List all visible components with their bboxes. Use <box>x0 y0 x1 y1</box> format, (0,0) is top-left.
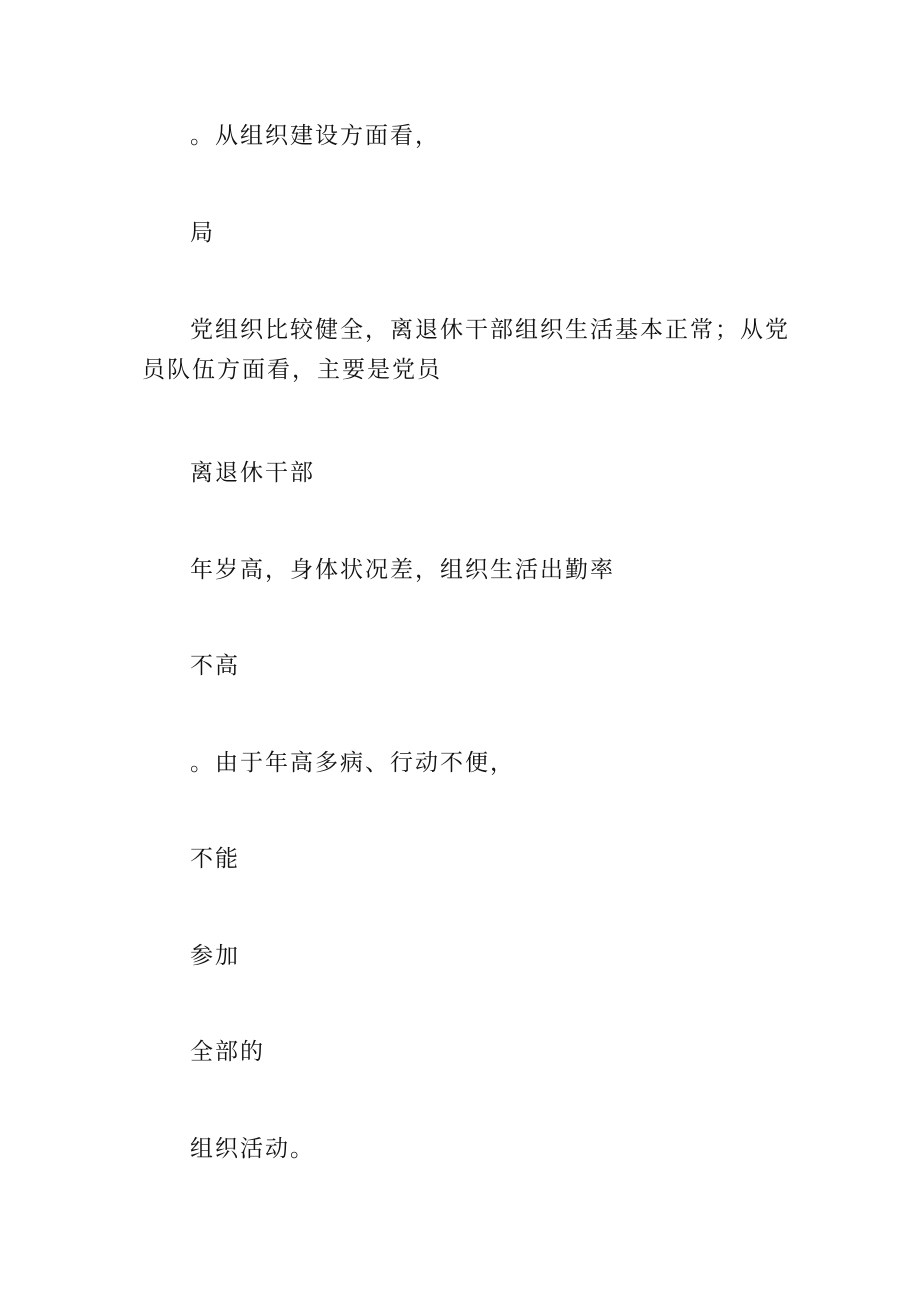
text-line-5: 年岁高，身体状况差，组织生活出勤率 <box>190 557 615 583</box>
text-line-1: 。从组织建设方面看， <box>190 123 440 149</box>
text-line-7: 。由于年高多病、行动不便， <box>190 750 515 776</box>
text-paragraph-3: 党组织比较健全，离退休干部组织生活基本正常；从党员队伍方面看，主要是党员 <box>142 317 790 383</box>
text-line-11: 组织活动。 <box>190 1136 315 1162</box>
text-line-4: 离退休干部 <box>190 460 315 486</box>
text-line-2: 局 <box>190 220 215 246</box>
text-line-6: 不高 <box>190 653 240 679</box>
text-line-10: 全部的 <box>190 1039 265 1065</box>
text-line-9: 参加 <box>190 943 240 969</box>
text-line-8: 不能 <box>190 846 240 872</box>
